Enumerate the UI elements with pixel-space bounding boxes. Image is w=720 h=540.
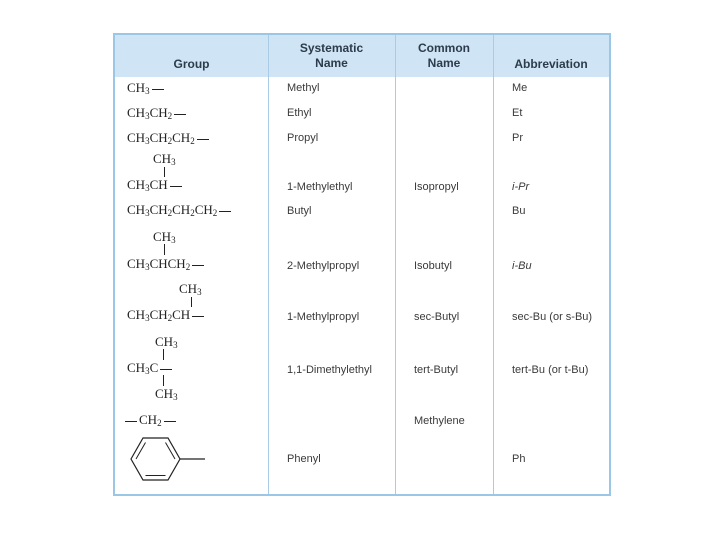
common-name: Isobutyl xyxy=(414,260,452,272)
formula-sec-butyl-branch: $CH_3$ xyxy=(179,281,202,297)
bond-line xyxy=(191,297,192,307)
header-group-label: Group xyxy=(173,57,210,71)
abbreviation: i-Bu xyxy=(512,260,532,272)
abbreviation: Me xyxy=(512,82,528,94)
formula-tert-butyl: $CH_3C$ xyxy=(127,361,172,374)
common-name: Methylene xyxy=(414,415,465,427)
systematic-name: Propyl xyxy=(287,132,319,144)
systematic-name: 1-Methylethyl xyxy=(287,181,353,193)
formula-isopropyl: $CH_3CH$ xyxy=(127,178,182,191)
benzene-ring-icon xyxy=(123,433,207,485)
table-header xyxy=(115,35,609,77)
formula-butyl: $CH_3CH_2CH_2CH_2$ xyxy=(127,203,231,216)
header-systematic xyxy=(268,35,395,77)
bond-line xyxy=(164,167,165,177)
formula-methylene: $CH_2$ xyxy=(125,413,176,426)
header-common-line1: Common xyxy=(418,41,470,55)
header-group xyxy=(115,35,268,77)
systematic-name: Ethyl xyxy=(287,107,312,119)
formula-tert-butyl-bottom: $CH_3$ xyxy=(155,386,178,402)
common-name: Isopropyl xyxy=(414,181,459,193)
systematic-name: 1,1-Dimethylethyl xyxy=(287,364,372,376)
formula-isobutyl-branch: $CH_3$ xyxy=(153,229,176,245)
column-divider xyxy=(268,35,269,494)
abbreviation: sec-Bu (or s-Bu) xyxy=(512,311,593,323)
formula-ethyl: $CH_3CH_2$ xyxy=(127,106,186,119)
formula-sec-butyl: $CH_3CH_2CH$ xyxy=(127,308,204,321)
column-divider xyxy=(493,35,494,494)
table-frame xyxy=(113,33,611,496)
bond-line xyxy=(163,349,164,360)
header-abbreviation xyxy=(493,35,609,77)
header-systematic-line1: Systematic xyxy=(299,41,364,55)
abbreviation: Et xyxy=(512,107,523,119)
header-abbreviation-label: Abbreviation xyxy=(514,57,588,71)
header-common xyxy=(395,35,493,77)
formula-isobutyl: $CH_3CHCH_2$ xyxy=(127,257,204,270)
abbreviation: Pr xyxy=(512,132,523,144)
systematic-name: Methyl xyxy=(287,82,320,94)
systematic-name: 2-Methylpropyl xyxy=(287,260,360,272)
header-common-line2: Name xyxy=(427,56,461,70)
common-name: sec-Butyl xyxy=(414,311,460,323)
formula-tert-butyl-top: $CH_3$ xyxy=(155,334,178,350)
formula-isopropyl-branch: $CH_3$ xyxy=(153,151,176,167)
systematic-name: 1-Methylpropyl xyxy=(287,311,360,323)
systematic-name: Butyl xyxy=(287,205,312,217)
bond-line xyxy=(164,244,165,255)
abbreviation: Ph xyxy=(512,453,526,465)
abbreviation: i-Pr xyxy=(512,181,530,193)
column-divider xyxy=(395,35,396,494)
bond-line xyxy=(163,375,164,386)
header-systematic-line2: Name xyxy=(315,56,348,70)
abbreviation: tert-Bu (or t-Bu) xyxy=(512,364,589,376)
formula-propyl: $CH_3CH_2CH_2$ xyxy=(127,131,209,144)
abbreviation: Bu xyxy=(512,205,526,217)
common-name: tert-Butyl xyxy=(414,364,459,376)
systematic-name: Phenyl xyxy=(287,453,321,465)
formula-methyl: $CH_3$ xyxy=(127,81,164,94)
